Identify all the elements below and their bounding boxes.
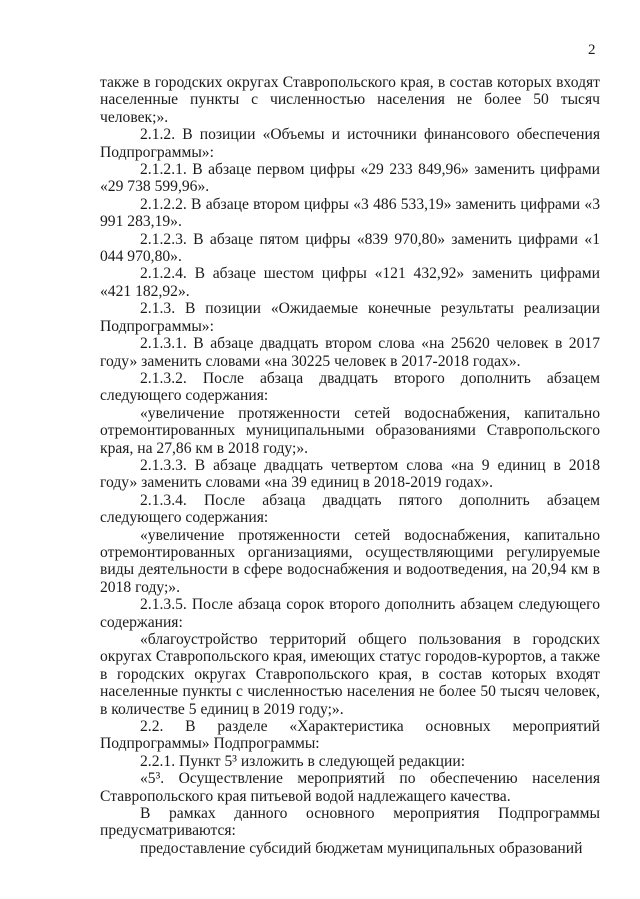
paragraph-8: 2.1.3.1. В абзаце двадцать втором слова «на 25620 человек в 2017 году» заменить словами «на 30225 человек в 2017-2018 годах».	[100, 335, 600, 370]
paragraph-19: В рамках данного основного мероприятия Подпрограммы предусматриваются:	[100, 805, 600, 840]
paragraph-3: 2.1.2.1. В абзаце первом цифры «29 233 849,96» заменить цифрами «29 738 599,96».	[100, 161, 600, 196]
paragraph-9: 2.1.3.2. После абзаца двадцать второго дополнить абзацем следующего содержания:	[100, 369, 600, 405]
paragraph-11: 2.1.3.3. В абзаце двадцать четвертом слова «на 9 единиц в 2018 году» заменить словами «на 39 единиц в 2018-2019 годах».	[100, 456, 600, 492]
paragraph-1: также в городских округах Ставропольского края, в состав которых входят населенные пункты с численностью населения не более 50 тысяч человек;».	[100, 74, 600, 126]
paragraph-12: 2.1.3.4. После абзаца двадцать пятого дополнить абзацем следующего содержания:	[100, 491, 600, 527]
paragraph-15: «благоустройство территорий общего пользования в городских округах Ставропольского края, имеющих статус городов-курортов, а также в городских округах Ставропольского края, в состав которых входят населенные пункты с численностью населения не более 50 тысяч человек, в количестве 5 единиц в 2019 году;».	[100, 631, 600, 718]
paragraph-4: 2.1.2.2. В абзаце втором цифры «3 486 533,19» заменить цифрами «3 991 283,19».	[100, 195, 600, 231]
paragraph-10: «увеличение протяженности сетей водоснабжения, капитально отремонтированных муниципальными образованиями Ставропольского края, на 27,86 км в 2018 году;».	[100, 404, 600, 457]
page-number: 2	[588, 42, 596, 58]
document-body	[100, 74, 600, 857]
paragraph-18: «5³. Осуществление мероприятий по обеспечению населения Ставропольского края питьевой водой надлежащего качества.	[100, 770, 600, 805]
paragraph-2: 2.1.2. В позиции «Объемы и источники финансового обеспечения Подпрограммы»:	[100, 126, 600, 161]
paragraph-20: предоставление субсидий бюджетам муниципальных образований	[140, 839, 583, 857]
paragraph-14: 2.1.3.5. После абзаца сорок второго дополнить абзацем следующего содержания:	[100, 596, 600, 631]
paragraph-17: 2.2.1. Пункт 5³ изложить в следующей редакции:	[140, 752, 466, 770]
paragraph-5: 2.1.2.3. В абзаце пятом цифры «839 970,80» заменить цифрами «1 044 970,80».	[100, 230, 600, 266]
paragraph-16: 2.2. В разделе «Характеристика основных мероприятий Подпрограммы» Подпрограммы:	[100, 718, 600, 753]
paragraph-6: 2.1.2.4. В абзаце шестом цифры «121 432,92» заменить цифрами «421 182,92».	[100, 265, 600, 300]
paragraph-13: «увеличение протяженности сетей водоснабжения, капитально отремонтированных организациями, осуществляющими регулируемые виды деятельности в сфере водоснабжения и водоотведения, на 20,94 км в 2018 году;».	[100, 526, 600, 596]
paragraph-7: 2.1.3. В позиции «Ожидаемые конечные результаты реализации Подпрограммы»:	[100, 300, 600, 335]
